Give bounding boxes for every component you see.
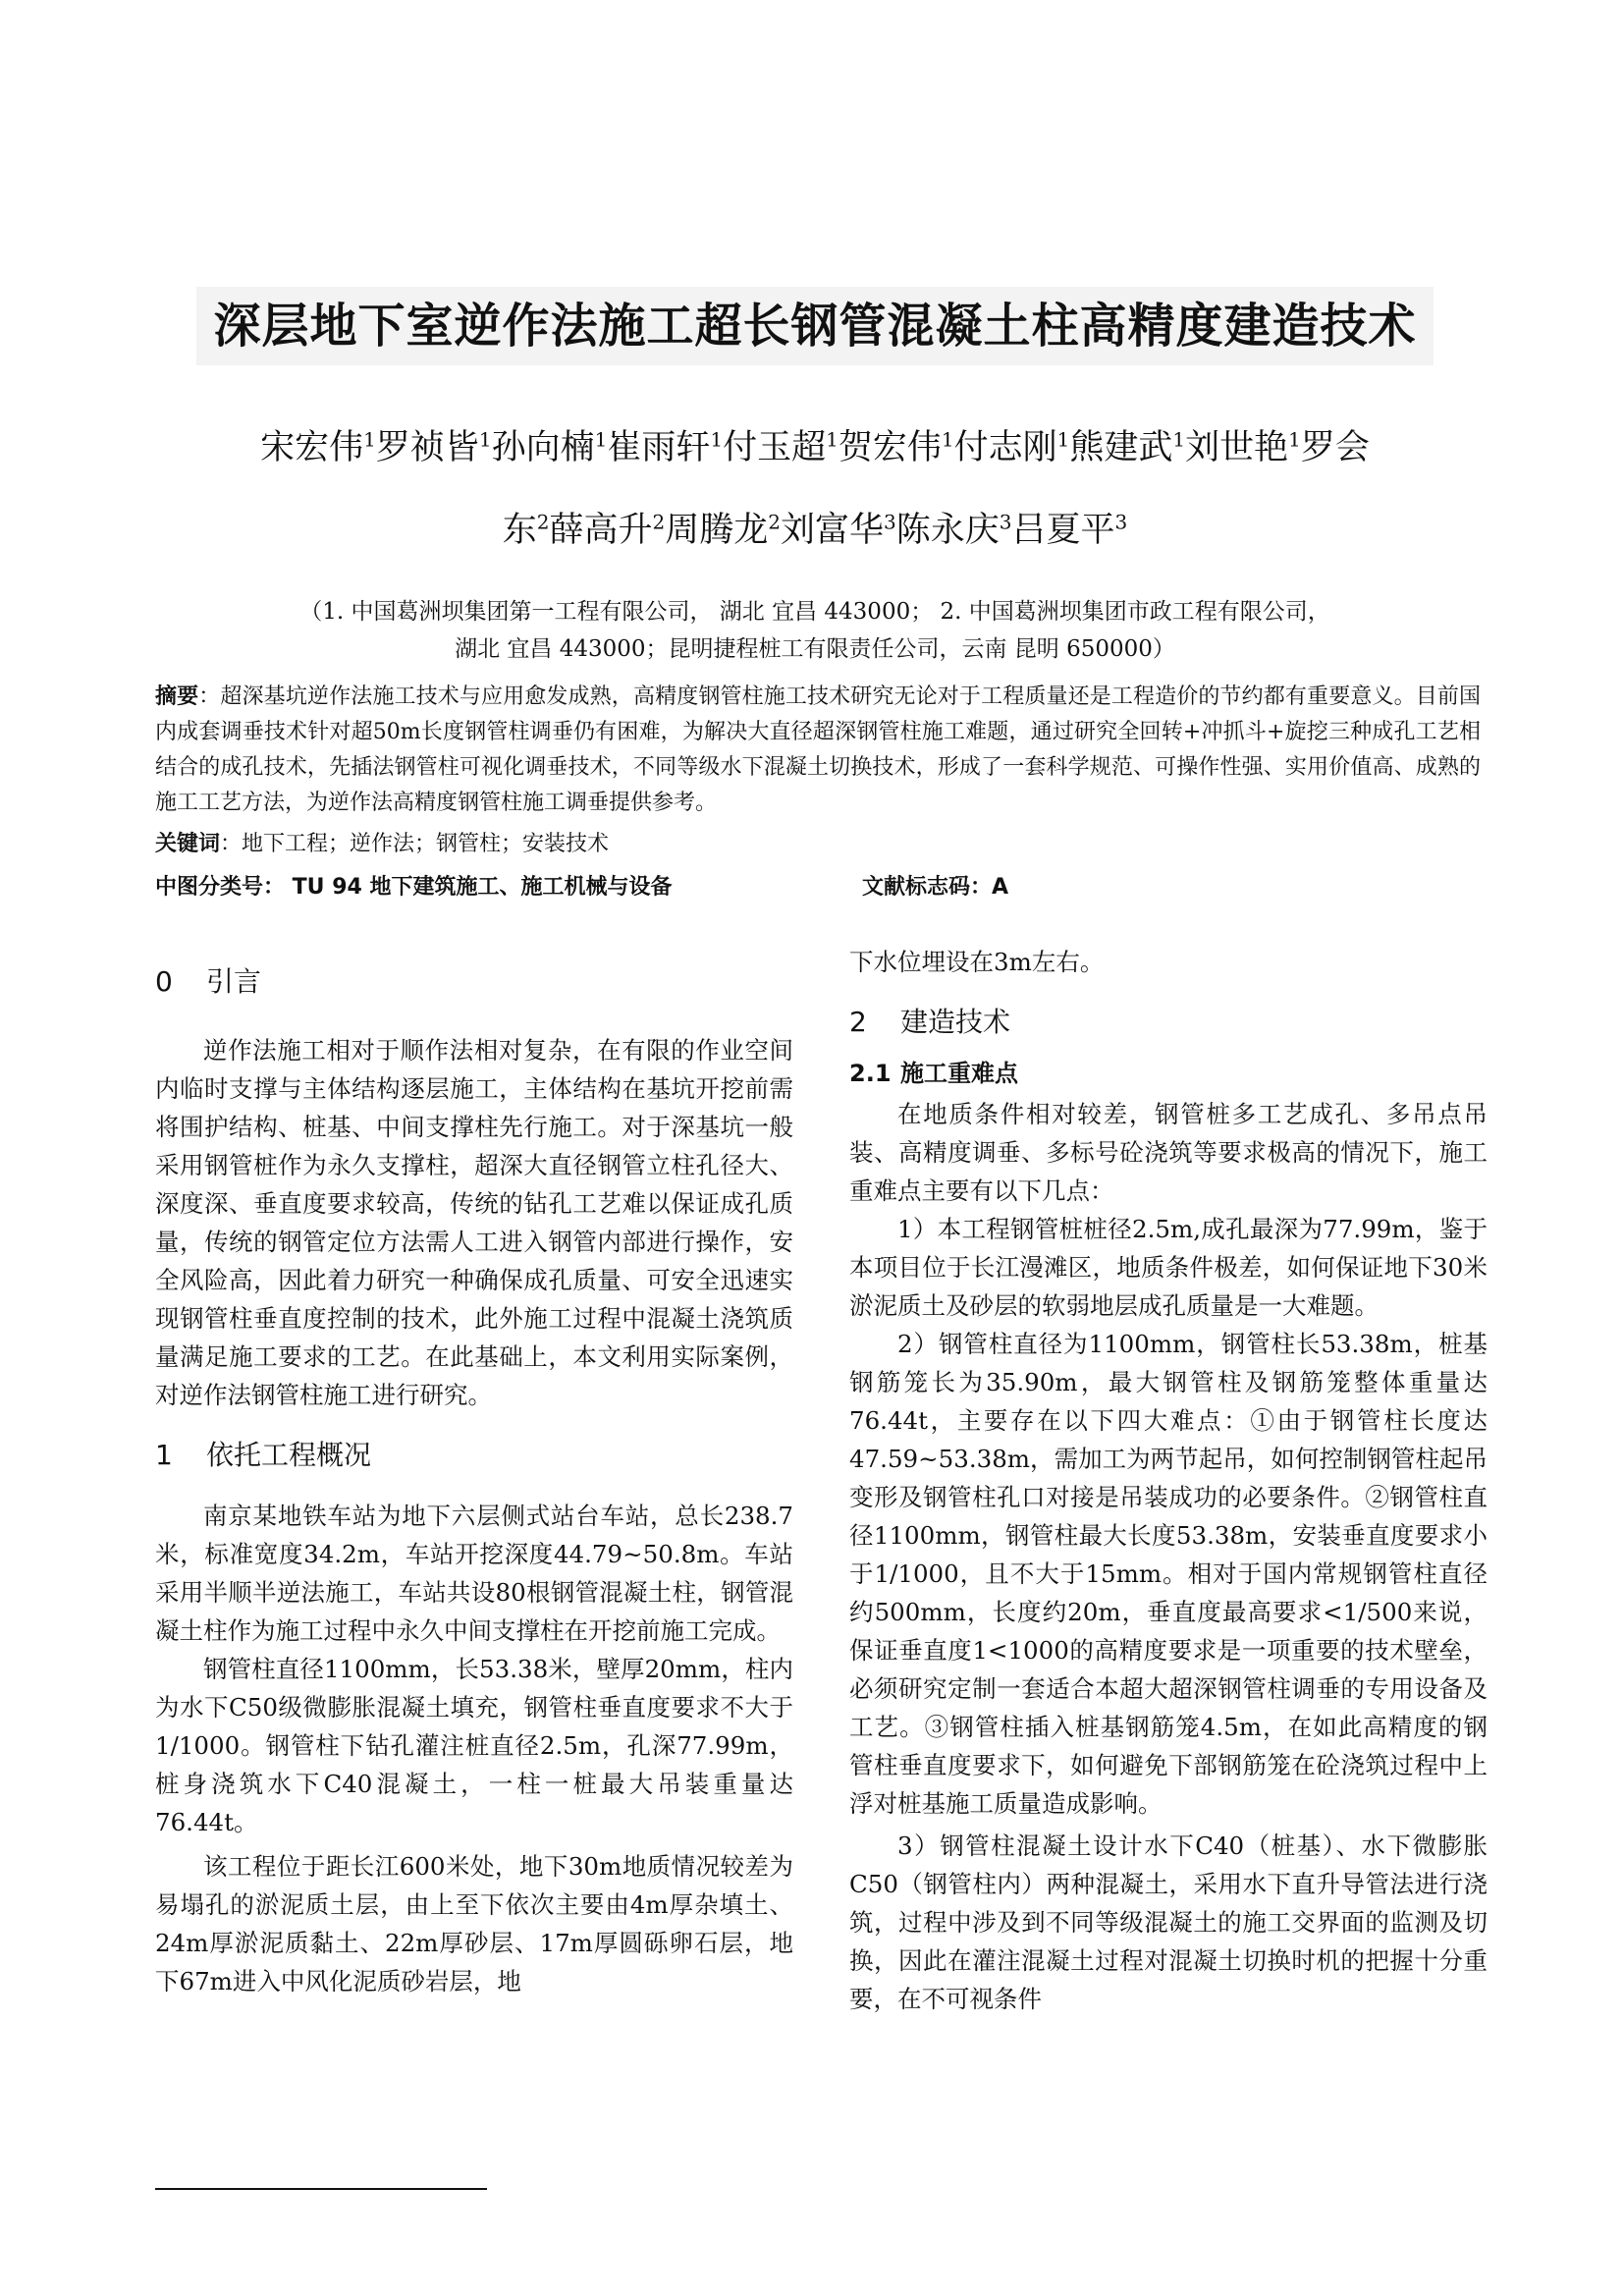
abstract-label: 摘要	[155, 684, 199, 709]
author-name: 孙向楠	[491, 428, 595, 467]
author-affiliation-marker: 1	[1172, 427, 1186, 452]
paragraph: 3）钢管柱混凝土设计水下C40（桩基）、水下微膨胀C50（钢管柱内）两种混凝土，采用水下直升导管法进行浇筑，过程中涉及到不同等级混凝土的施工交界面的监测及切换，因此在灌注混凝土过程对混凝土切换时机的把握十分重要，在不可视条件	[849, 1831, 1488, 2013]
section-heading-introduction	[155, 962, 793, 1002]
author-affiliation-marker: 1	[478, 427, 492, 452]
keywords	[155, 827, 1481, 862]
author-name: 陈永庆	[895, 511, 1000, 550]
subsection-title: 施工重难点	[900, 1060, 1018, 1087]
paragraph: 1）本工程钢管桩桩径2.5m,成孔最深为77.99m，鉴于本项目位于长江漫滩区，地质条件极差，如何保证地下30米淤泥质土及砂层的软弱地层成孔质量是一大难题。	[849, 1215, 1488, 1320]
author-affiliation-marker: 1	[1288, 427, 1301, 452]
section-number: 1	[155, 1439, 173, 1471]
author-affiliation-marker: 1	[363, 427, 376, 452]
paragraph: 南京某地铁车站为地下六层侧式站台车站，总长238.7米，标准宽度34.2m，车站开挖深度44.79~50.8m。车站采用半顺半逆法施工，车站共设80根钢管混凝土柱，钢管混凝土柱作为施工过程中永久中间支撑柱在开挖前施工完成。	[155, 1502, 793, 1645]
abstract-text: ：超深基坑逆作法施工技术与应用愈发成熟，高精度钢管柱施工技术研究无论对于工程质量还是工程造价的节约都有重要意义。目前国内成套调垂技术针对超50m长度钢管柱调垂仍有困难，为解决大直径超深钢管柱施工难题，通过研究全回转+冲抓斗+旋挖三种成孔工艺相结合的成孔技术，先插法钢管柱可视化调垂技术，不同等级水下混凝土切换技术，形成了一套科学规范、可操作性强、实用价值高、成熟的施工工艺方法，为逆作法高精度钢管柱施工调垂提供参考。	[155, 684, 1481, 815]
author-affiliation-marker: 3	[1114, 510, 1128, 534]
keywords-text: ：地下工程；逆作法；钢管柱；安装技术	[220, 832, 610, 856]
footnote-rule	[155, 2188, 487, 2190]
author-affiliation-marker: 3	[884, 510, 896, 534]
keywords-label: 关键词	[155, 832, 221, 856]
left-column	[155, 943, 793, 2000]
author-name: 贺宏伟	[838, 428, 942, 467]
author-list-line-2	[147, 503, 1483, 552]
paragraph: 该工程位于距长江600米处，地下30m地质情况较差为易塌孔的淤泥质土层，由上至下依次主要由4m厚杂填土、24m厚淤泥质黏土、22m厚砂层、17m厚圆砾卵石层，地下67m进入中风化泥质砂岩层，地	[155, 1852, 793, 1995]
section-title: 建造技术	[900, 1006, 1011, 1038]
author-affiliation-marker: 3	[999, 510, 1012, 534]
abstract	[155, 680, 1481, 821]
author-affiliation-marker: 1	[594, 427, 608, 452]
section-title: 引言	[206, 965, 262, 998]
paragraph: 钢管柱直径1100mm，长53.38米，壁厚20mm，柱内为水下C50级微膨胀混凝土填充，钢管柱垂直度要求不大于1/1000。钢管柱下钻孔灌注桩直径2.5m，孔深77.99m，桩身浇筑水下C40混凝土，一柱一桩最大吊装重量达76.44t。	[155, 1655, 793, 1836]
author-name: 罗祯皆	[375, 428, 479, 467]
section-number: 0	[155, 965, 173, 998]
author-name: 崔雨轩	[607, 428, 711, 467]
author-affiliation-marker: 2	[536, 510, 550, 534]
classification-line	[155, 870, 1481, 905]
right-column	[849, 943, 1488, 2018]
section-number: 2	[849, 1006, 867, 1038]
paper-title: 深层地下室逆作法施工超长钢管混凝土柱高精度建造技术	[196, 287, 1434, 365]
author-affiliation-marker: 2	[652, 510, 666, 534]
author-name: 刘世艳	[1185, 428, 1289, 467]
author-name: 付志刚	[953, 428, 1057, 467]
subsection-heading-difficulties	[849, 1056, 1488, 1091]
author-name: 吕夏平	[1011, 511, 1115, 550]
subsection-number: 2.1	[849, 1060, 892, 1087]
section-heading-project-overview	[155, 1436, 793, 1475]
section-heading-construction-technology	[849, 1003, 1488, 1042]
author-affiliation-marker: 2	[768, 510, 781, 534]
document-code: 文献标志码：A	[862, 875, 1009, 900]
section-title: 依托工程概况	[206, 1439, 372, 1471]
paragraph: 2）钢管柱直径为1100mm，钢管柱长53.38m，桩基钢筋笼长为35.90m，最大钢管柱及钢筋笼整体重量达76.44t，主要存在以下四大难点：①由于钢管柱长度达47.59~53.38m，需加工为两节起吊，如何控制钢管柱起吊变形及钢管柱孔口对接是吊装成功的必要条件。②钢管柱直径1100mm，钢管柱最大长度53.38m，安装垂直度要求小于1/1000，且不大于15mm。相对于国内常规钢管柱直径约500mm，长度约20m，垂直度最高要求<1/500来说，保证垂直度1<1000的高精度要求是一项重要的技术壁垒，必须研究定制一套适合本超大超深钢管柱调垂的专用设备及工艺。③钢管柱插入桩基钢筋笼4.5m，在如此高精度的钢管柱垂直度要求下，如何避免下部钢筋笼在砼浇筑过程中上浮对桩基施工质量造成影响。	[849, 1330, 1488, 1818]
paragraph: 逆作法施工相对于顺作法相对复杂，在有限的作业空间内临时支撑与主体结构逐层施工，主体结构在基坑开挖前需将围护结构、桩基、中间支撑柱先行施工。对于深基坑一般采用钢管桩作为永久支撑柱，超深大直径钢管立柱孔径大、深度深、垂直度要求较高，传统的钻孔工艺难以保证成孔质量，传统的钢管定位方法需人工进入钢管内部进行操作，安全风险高，因此着力研究一种确保成孔质量、可安全迅速实现钢管柱垂直度控制的技术，此外施工过程中混凝土浇筑质量满足施工要求的工艺。在此基础上，本文利用实际案例，对逆作法钢管柱施工进行研究。	[155, 1036, 793, 1409]
clc-number: 中图分类号： TU 94 地下建筑施工、施工机械与设备	[155, 875, 673, 900]
author-affiliation-marker: 1	[710, 427, 724, 452]
author-affiliation-marker: 1	[1056, 427, 1070, 452]
author-name: 薛高升	[549, 511, 653, 550]
author-name: 宋宏伟	[260, 428, 364, 467]
affiliation-line-2: 湖北 宜昌 443000；昆明捷程桩工有限责任公司，云南 昆明 650000）	[455, 636, 1175, 662]
paragraph-continuation: 下水位埋设在3m左右。	[849, 948, 1105, 976]
affiliation-line-1: （1. 中国葛洲坝集团第一工程有限公司， 湖北 宜昌 443000； 2. 中国葛洲坝集团市政工程有限公司，	[299, 599, 1330, 625]
author-affiliation-marker: 1	[826, 427, 839, 452]
paragraph: 在地质条件相对较差，钢管桩多工艺成孔、多吊点吊装、高精度调垂、多标号砼浇筑等要求极高的情况下，施工重难点主要有以下几点：	[849, 1100, 1488, 1205]
author-name: 周腾龙	[665, 511, 769, 550]
author-name: 熊建武	[1069, 428, 1173, 467]
author-name: 付玉超	[723, 428, 827, 467]
author-list-line-1	[147, 420, 1483, 469]
author-name: 罗会	[1300, 428, 1370, 467]
author-affiliation-marker: 1	[941, 427, 954, 452]
author-name: 东	[502, 511, 537, 550]
author-name: 刘富华	[781, 511, 885, 550]
